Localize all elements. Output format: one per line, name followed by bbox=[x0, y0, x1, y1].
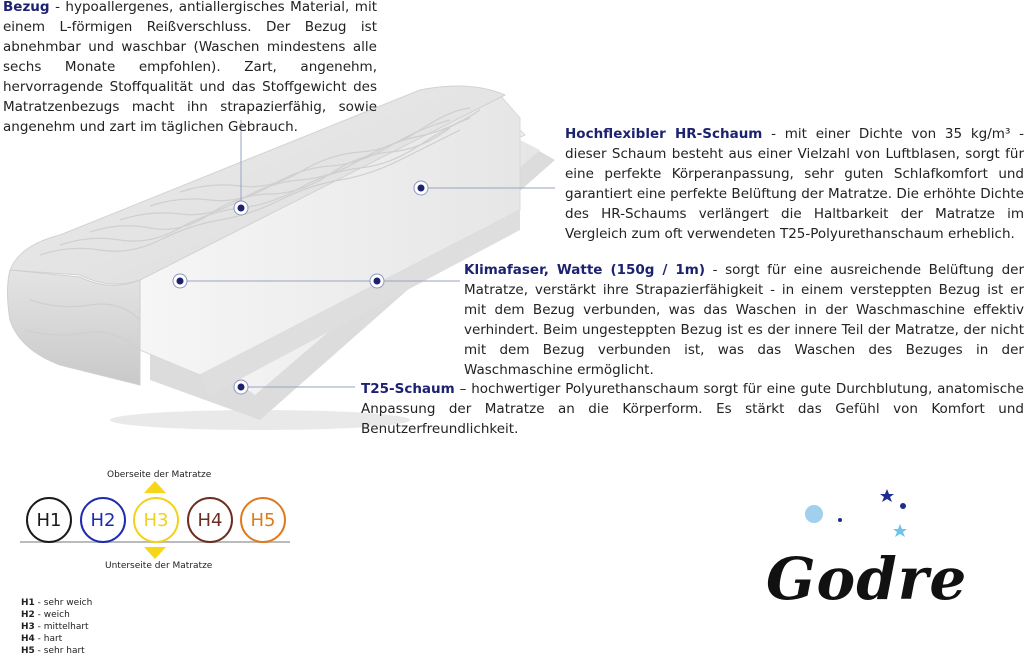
klima-text: - sorgt für eine ausreichende Belüftung der Matratze, verstärkt ihre Strapazierfähigkeit - in einem versteppten Bezug ist er mit dem Bezug verbunden, was das Waschen in der Waschmaschine effektiv verhindert. Beim ungesteppten Bezug ist es der innere Teil der Matratze, der nicht mit dem Bezug verbunden ist, was das Waschen des Bezuges in der Waschmaschine ermöglicht. bbox=[464, 262, 1024, 378]
legend-item: H1 - sehr weich bbox=[21, 598, 93, 608]
dot-icon bbox=[838, 518, 842, 522]
t25-title: T25-Schaum bbox=[361, 381, 455, 397]
hardness-h2-label: H2 bbox=[90, 509, 116, 531]
hardness-h4-label: H4 bbox=[197, 509, 223, 531]
hr-title: Hochflexibler HR-Schaum bbox=[565, 126, 763, 142]
legend-item: H3 - mittelhart bbox=[21, 622, 89, 632]
legend-item: H5 - sehr hart bbox=[21, 646, 85, 656]
moon-dot-icon bbox=[805, 505, 823, 523]
bottom-side-label: Unterseite der Matratze bbox=[105, 561, 213, 571]
dot-icon bbox=[900, 503, 906, 509]
legend-item: H4 - hart bbox=[21, 634, 63, 644]
legend-item: H2 - weich bbox=[21, 610, 70, 620]
bezug-title: Bezug bbox=[3, 0, 50, 15]
top-side-label: Oberseite der Matratze bbox=[107, 470, 212, 480]
logo-text: Godre bbox=[766, 545, 968, 613]
bezug-text: - hypoallergenes, antiallergisches Material, mit einem L-förmigen Reißverschluss. Der Bezug ist abnehmbar und waschbar (Waschen mindestens alle sechs Monate empfohlen). Zart, angenehm, hervorragende Stoffqualität und das Stoffgewicht des Matratzenbezugs macht ihn strapazierfähig, sowie angenehm und zart im täglichen Gebrauch. bbox=[3, 0, 377, 135]
t25-text: – hochwertiger Polyurethanschaum sorgt für eine gute Durchblutung, anatomische Anpassung der Matratze an die Körperform. Es stärkt das Gefühl von Komfort und Benutzerfreundlichkeit. bbox=[361, 381, 1024, 437]
hardness-h5-label: H5 bbox=[250, 509, 276, 531]
hardness-h1-label: H1 bbox=[36, 509, 62, 531]
klima-title: Klimafaser, Watte (150g / 1m) bbox=[464, 262, 706, 278]
star-icon bbox=[893, 524, 907, 537]
hr-text: - mit einer Dichte von 35 kg/m³ - dieser Schaum besteht aus einer Vielzahl von Luftblasen, sorgt für eine perfekte Körperanpassung, sehr guten Schlafkomfort und garantiert eine perfekte Belüftung der Matratze. Die erhöhte Dichte des HR-Schaums verlängert die Haltbarkeit der Matratze im Vergleich zum oft verwendeten T25-Polyurethanschaum erheblich. bbox=[565, 126, 1024, 242]
star-icon bbox=[880, 489, 894, 502]
hardness-h3-label: H3 bbox=[143, 509, 169, 531]
